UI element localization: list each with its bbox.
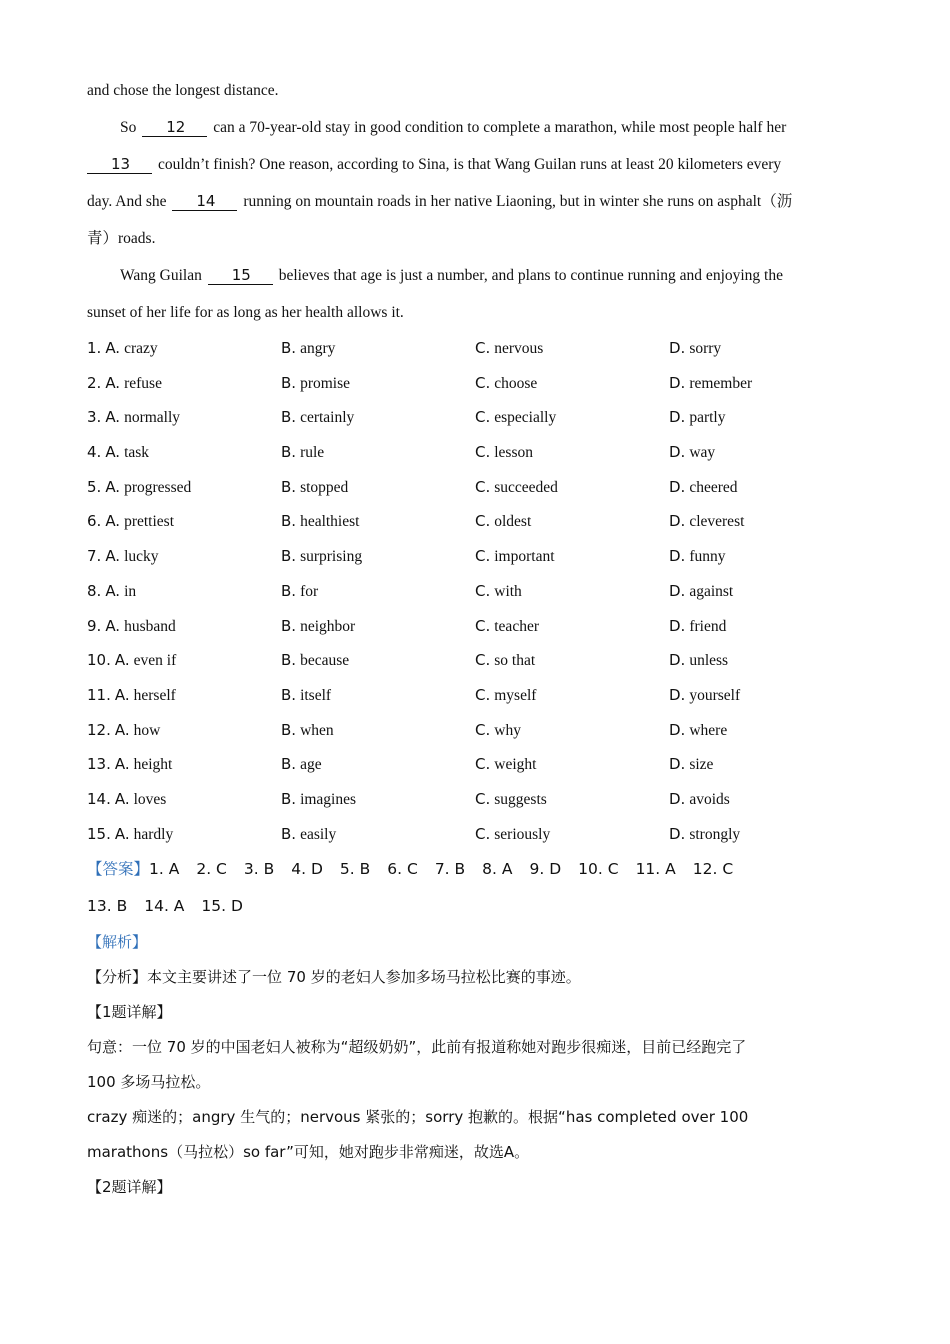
option-text: cheered — [689, 478, 738, 496]
q1-text: 抱歉的。根据“ — [468, 1108, 566, 1127]
option-label: B. — [281, 443, 297, 462]
passage-line — [87, 294, 865, 331]
option-label: 11. — [87, 685, 111, 704]
option-letter: A. — [105, 339, 121, 357]
option-label: C. — [475, 720, 491, 739]
option-letter: A. — [114, 720, 130, 739]
option-d — [669, 435, 863, 470]
option-c — [475, 782, 669, 817]
option-row — [87, 366, 865, 401]
option-c — [475, 539, 669, 574]
option-d — [669, 643, 863, 678]
option-label: B. — [281, 339, 297, 357]
option-letter: A. — [114, 685, 130, 704]
option-a — [87, 713, 281, 748]
option-c — [475, 504, 669, 539]
option-text: lucky — [124, 548, 159, 566]
option-text: husband — [124, 617, 176, 635]
q2-heading: 【2题详解】 — [87, 1178, 172, 1197]
option-text: promise — [300, 374, 350, 392]
option-label: C. — [475, 824, 491, 843]
passage-line — [87, 72, 865, 109]
option-d — [669, 609, 863, 644]
option-c — [475, 747, 669, 782]
blank-15: 15 — [208, 266, 273, 285]
option-label: C. — [475, 443, 491, 462]
option-d — [669, 366, 863, 401]
option-d — [669, 678, 863, 713]
option-text: seriously — [494, 825, 551, 843]
option-label: D. — [669, 616, 686, 635]
blank-14: 14 — [172, 192, 237, 211]
option-b — [281, 747, 475, 782]
option-label: B. — [281, 373, 297, 392]
option-b — [281, 366, 475, 401]
option-text: so that — [494, 652, 536, 670]
option-text: with — [494, 582, 522, 600]
option-c — [475, 331, 669, 366]
option-label: D. — [669, 755, 686, 774]
answer-item: 7. B — [434, 860, 466, 879]
option-text: remember — [689, 374, 753, 392]
answer-label: 【答案】 — [87, 860, 150, 879]
option-text: weight — [494, 756, 537, 774]
option-letter: A. — [105, 443, 121, 462]
option-text: way — [689, 444, 716, 462]
option-c — [475, 817, 669, 852]
q1-quote: has completed over 100 — [565, 1108, 749, 1127]
blank-13: 13 — [87, 155, 152, 174]
passage-text: couldn’t finish? One reason, according to Sina, is that Wang Guilan runs at least 20 kilometers every — [157, 156, 782, 173]
option-d — [669, 574, 863, 609]
option-row — [87, 643, 865, 678]
q1-explanation — [87, 1065, 865, 1100]
option-text: loves — [133, 790, 167, 808]
option-label: C. — [475, 477, 491, 496]
passage-text: day. And she — [87, 193, 167, 210]
option-label: B. — [281, 512, 297, 531]
option-text: partly — [689, 409, 726, 427]
q1-word: crazy — [87, 1108, 128, 1127]
option-label: C. — [475, 755, 491, 774]
passage-text: running on mountain roads in her native Liaoning, but in winter she runs on asphalt（沥 — [243, 193, 793, 210]
option-d — [669, 782, 863, 817]
option-label: C. — [475, 408, 491, 427]
option-text: in — [124, 582, 137, 600]
option-label: 10. — [87, 651, 111, 670]
option-text: age — [300, 756, 322, 774]
option-label: B. — [281, 651, 297, 670]
option-d — [669, 747, 863, 782]
option-text: choose — [494, 374, 538, 392]
option-text: suggests — [494, 790, 547, 808]
option-label: B. — [281, 720, 297, 739]
option-b — [281, 817, 475, 852]
q1-explanation — [87, 1030, 865, 1065]
option-text: even if — [133, 652, 177, 670]
option-text: herself — [133, 686, 176, 704]
option-text: nervous — [494, 340, 544, 357]
option-text: rule — [300, 444, 325, 462]
passage-text: believes that age is just a number, and plans to continue running and enjoying the — [278, 267, 783, 284]
summary-text: 岁的老妇人参加多场马拉松比赛的事迹。 — [310, 968, 581, 987]
option-label: 9. — [87, 616, 102, 635]
option-b — [281, 539, 475, 574]
option-b — [281, 504, 475, 539]
answer-item: 9. D — [529, 860, 562, 879]
document-page — [87, 72, 865, 1205]
option-text: against — [689, 582, 734, 600]
option-label: 6. — [87, 512, 102, 531]
option-letter: A. — [105, 512, 121, 531]
option-label: B. — [281, 616, 297, 635]
option-a — [87, 643, 281, 678]
option-c — [475, 366, 669, 401]
passage-line — [87, 146, 865, 183]
option-text: succeeded — [494, 478, 558, 496]
option-label: C. — [475, 789, 491, 808]
option-b — [281, 331, 475, 366]
option-label: B. — [281, 685, 297, 704]
option-text: easily — [300, 825, 337, 843]
option-label: 13. — [87, 755, 111, 774]
option-b — [281, 713, 475, 748]
option-label: 12. — [87, 720, 111, 739]
option-label: C. — [475, 547, 491, 566]
option-text: avoids — [689, 790, 730, 808]
option-b — [281, 470, 475, 505]
q1-heading: 【1题详解】 — [87, 1003, 172, 1022]
option-c — [475, 435, 669, 470]
option-label: 3. — [87, 408, 102, 427]
answer-row — [87, 888, 865, 925]
option-d — [669, 817, 863, 852]
q1-word: angry — [192, 1108, 236, 1127]
option-letter: A. — [114, 755, 130, 774]
option-c — [475, 574, 669, 609]
q1-text: 多场马拉松。 — [120, 1073, 211, 1092]
option-text: how — [133, 721, 161, 739]
option-label: B. — [281, 408, 297, 427]
passage-line — [87, 109, 865, 146]
answer-item: 13. B — [87, 897, 128, 916]
option-label: C. — [475, 512, 491, 531]
option-label: 8. — [87, 581, 102, 600]
option-text: unless — [689, 652, 729, 670]
option-letter: A. — [105, 477, 121, 496]
option-text: myself — [494, 686, 537, 704]
option-label: D. — [669, 408, 686, 427]
passage-text: and chose the longest distance. — [87, 82, 279, 99]
option-row — [87, 539, 865, 574]
option-text: important — [494, 548, 555, 566]
option-text: lesson — [494, 444, 533, 462]
option-letter: A. — [114, 651, 130, 670]
option-text: strongly — [689, 825, 741, 843]
answer-item: 3. B — [243, 860, 275, 879]
answer-row — [87, 851, 865, 888]
option-c — [475, 643, 669, 678]
option-row — [87, 574, 865, 609]
analysis-label: 【解析】 — [87, 933, 148, 952]
option-text: where — [689, 721, 728, 739]
option-label: D. — [669, 443, 686, 462]
option-text: height — [133, 756, 173, 774]
option-label: D. — [669, 339, 686, 357]
option-row — [87, 817, 865, 852]
option-label: B. — [281, 547, 297, 566]
option-label: C. — [475, 581, 491, 600]
summary-label: 【分析】 — [87, 968, 148, 987]
q1-word: sorry — [425, 1108, 464, 1127]
q1-explanation — [87, 1135, 865, 1170]
option-label: 1. — [87, 339, 102, 357]
option-label: B. — [281, 755, 297, 774]
answer-item: 5. B — [339, 860, 371, 879]
answer-item: 2. C — [196, 860, 227, 879]
option-text: imagines — [300, 790, 357, 808]
option-label: B. — [281, 477, 297, 496]
option-row — [87, 678, 865, 713]
answer-item: 8. A — [482, 860, 513, 879]
option-d — [669, 504, 863, 539]
option-text: especially — [494, 409, 557, 427]
option-row — [87, 435, 865, 470]
option-a — [87, 817, 281, 852]
answer-item: 12. C — [692, 860, 734, 879]
option-label: D. — [669, 789, 686, 808]
q1-word: nervous — [300, 1108, 361, 1127]
answer-item: 6. C — [387, 860, 418, 879]
option-d — [669, 400, 863, 435]
option-letter: A. — [114, 789, 130, 808]
option-text: prettiest — [124, 513, 175, 531]
option-text: certainly — [300, 409, 355, 427]
option-row — [87, 470, 865, 505]
option-label: D. — [669, 581, 686, 600]
option-a — [87, 366, 281, 401]
q1-text: 痴迷的； — [132, 1108, 193, 1127]
option-c — [475, 713, 669, 748]
option-label: C. — [475, 651, 491, 670]
answer-section — [87, 851, 865, 925]
option-letter: A. — [105, 408, 121, 427]
passage-line — [87, 183, 865, 220]
option-text: why — [494, 721, 521, 739]
q1-quote: so far” — [243, 1143, 294, 1162]
option-a — [87, 782, 281, 817]
answer-item: 1. A — [149, 860, 180, 879]
option-letter: A. — [105, 616, 121, 635]
option-a — [87, 678, 281, 713]
option-text: friend — [689, 617, 727, 635]
option-text: teacher — [494, 617, 539, 635]
option-label: D. — [669, 651, 686, 670]
option-label: 2. — [87, 373, 102, 392]
option-row — [87, 782, 865, 817]
q1-number: 100 — [87, 1073, 116, 1092]
option-letter: A. — [114, 824, 130, 843]
option-b — [281, 574, 475, 609]
option-label: D. — [669, 720, 686, 739]
passage-text: 青）roads. — [87, 230, 156, 247]
answer-item: 14. A — [144, 897, 185, 916]
option-c — [475, 678, 669, 713]
option-row — [87, 609, 865, 644]
answer-item: 15. D — [201, 897, 243, 916]
option-b — [281, 782, 475, 817]
q1-text: 可知，她对跑步非常痴迷，故选 — [293, 1143, 504, 1162]
option-text: when — [300, 721, 334, 739]
option-text: sorry — [689, 340, 722, 357]
option-label: C. — [475, 616, 491, 635]
option-label: D. — [669, 824, 686, 843]
option-d — [669, 539, 863, 574]
option-a — [87, 435, 281, 470]
option-letter: A. — [105, 373, 121, 392]
analysis-summary — [87, 960, 865, 995]
option-letter: A. — [105, 547, 121, 566]
option-text: hardly — [133, 825, 174, 843]
option-d — [669, 713, 863, 748]
summary-text: 本文主要讲述了一位 — [147, 968, 283, 987]
option-a — [87, 747, 281, 782]
answer-item: 10. C — [578, 860, 619, 879]
option-label: C. — [475, 373, 491, 392]
passage-line — [87, 257, 865, 294]
q1-answer: A — [503, 1143, 515, 1162]
option-row — [87, 504, 865, 539]
option-text: surprising — [300, 548, 363, 566]
option-b — [281, 609, 475, 644]
option-c — [475, 609, 669, 644]
passage-text: So — [120, 119, 137, 136]
q1-text: 岁的中国老妇人被称为“超级奶奶”，此前有报道称她对跑步很痴迷，目前已经跑完了 — [190, 1038, 747, 1057]
answer-item: 4. D — [291, 860, 323, 879]
option-label: D. — [669, 547, 686, 566]
option-label: B. — [281, 824, 297, 843]
option-text: healthiest — [300, 513, 360, 531]
option-label: D. — [669, 373, 686, 392]
option-letter: A. — [105, 581, 121, 600]
option-label: D. — [669, 477, 686, 496]
option-label: B. — [281, 581, 297, 600]
option-d — [669, 470, 863, 505]
option-text: neighbor — [300, 617, 356, 635]
option-label: 15. — [87, 824, 111, 843]
option-text: oldest — [494, 513, 532, 531]
option-row — [87, 713, 865, 748]
option-c — [475, 470, 669, 505]
q1-number: 70 — [166, 1038, 186, 1057]
option-d — [669, 331, 863, 366]
option-label: C. — [475, 339, 491, 357]
option-text: refuse — [124, 374, 162, 392]
q1-text: 紧张的； — [365, 1108, 426, 1127]
option-text: progressed — [124, 478, 192, 496]
option-text: itself — [300, 686, 332, 704]
option-b — [281, 643, 475, 678]
option-a — [87, 470, 281, 505]
q1-quote: marathons — [87, 1143, 169, 1162]
option-a — [87, 331, 281, 366]
option-c — [475, 400, 669, 435]
option-label: C. — [475, 685, 491, 704]
option-text: cleverest — [689, 513, 745, 531]
option-a — [87, 504, 281, 539]
option-text: crazy — [124, 340, 158, 357]
q1-text: 。 — [514, 1143, 530, 1162]
analysis-section — [87, 925, 865, 1205]
option-b — [281, 435, 475, 470]
option-text: size — [689, 756, 714, 774]
option-label: B. — [281, 789, 297, 808]
option-b — [281, 400, 475, 435]
option-a — [87, 400, 281, 435]
q1-explanation — [87, 1100, 865, 1135]
option-text: yourself — [689, 686, 741, 704]
option-a — [87, 574, 281, 609]
option-label: 14. — [87, 789, 111, 808]
passage-text: sunset of her life for as long as her health allows it. — [87, 304, 404, 321]
option-row — [87, 331, 865, 366]
option-text: normally — [124, 409, 181, 427]
option-text: task — [124, 444, 150, 462]
option-label: 7. — [87, 547, 102, 566]
option-b — [281, 678, 475, 713]
option-a — [87, 539, 281, 574]
option-label: D. — [669, 512, 686, 531]
option-text: angry — [300, 340, 336, 357]
blank-12: 12 — [142, 118, 207, 137]
q1-text: 生气的； — [240, 1108, 301, 1127]
q1-text: 句意：一位 — [87, 1038, 163, 1057]
option-label: 4. — [87, 443, 102, 462]
passage-text: can a 70-year-old stay in good condition to complete a marathon, while most people half her — [213, 119, 787, 136]
option-text: because — [300, 652, 350, 670]
passage-text: Wang Guilan — [120, 267, 202, 284]
option-a — [87, 609, 281, 644]
option-label: D. — [669, 685, 686, 704]
option-text: funny — [689, 548, 726, 566]
option-text: for — [300, 582, 319, 600]
passage-line — [87, 220, 865, 257]
option-row — [87, 747, 865, 782]
option-row — [87, 400, 865, 435]
option-label: 5. — [87, 477, 102, 496]
answer-item: 11. A — [635, 860, 676, 879]
options-list — [87, 331, 865, 851]
q1-text: （马拉松） — [168, 1143, 244, 1162]
option-text: stopped — [300, 478, 349, 496]
summary-number: 70 — [286, 968, 306, 987]
